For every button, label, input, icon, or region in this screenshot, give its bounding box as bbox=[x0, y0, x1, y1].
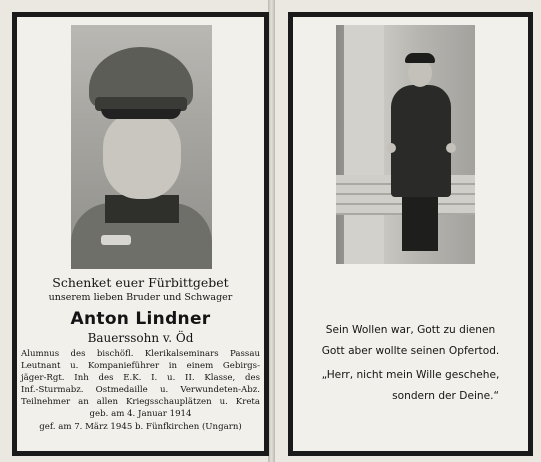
biography-line: Alumnus des bischöfl. Klerikalseminars Passau bbox=[21, 349, 260, 359]
death-date-line: gef. am 7. März 1945 b. Fünfkirchen (Ungarn) bbox=[39, 421, 242, 432]
deceased-origin: Bauerssohn v. Öd bbox=[87, 331, 194, 345]
soldier-portrait-photo bbox=[71, 25, 212, 269]
memorial-card-left bbox=[12, 12, 269, 456]
biography-line: Teilnehmer an allen Kriegsschauplätzen u. Kreta bbox=[21, 397, 260, 408]
biography-line: Leutnant u. Kompanieführer in einem Gebirgs- bbox=[21, 361, 260, 372]
book-spine bbox=[268, 0, 275, 462]
biography-line: Inf.-Sturmabz. Ostmedaille u. Verwundeten-Abz. bbox=[21, 385, 260, 396]
biography-line: jäger-Rgt. Inh des E.K. I. u. II. Klasse, des bbox=[21, 373, 260, 384]
standing-figure-photo bbox=[336, 25, 475, 264]
figure-head bbox=[408, 59, 432, 87]
quote-line: Gott aber wollte seinen Opfertod. bbox=[321, 345, 500, 357]
figure-legs bbox=[402, 195, 438, 251]
figure-left-hand bbox=[386, 143, 396, 153]
figure-right-hand bbox=[446, 143, 456, 153]
portrait-collar bbox=[105, 195, 179, 223]
figure-cap bbox=[405, 53, 435, 63]
deceased-name: Anton Lindner bbox=[70, 309, 211, 329]
prayer-request-heading: Schenket euer Fürbittgebet bbox=[52, 275, 229, 290]
birth-date-line: geb. am 4. Januar 1914 bbox=[89, 409, 192, 420]
figure-long-coat bbox=[391, 85, 451, 197]
portrait-face bbox=[103, 113, 181, 199]
quote-line: „Herr, nicht mein Wille geschehe, bbox=[321, 369, 500, 381]
photo-column bbox=[344, 25, 384, 264]
portrait-eagle-insignia bbox=[101, 235, 131, 245]
biography-text bbox=[21, 348, 260, 433]
quote-line: Sein Wollen war, Gott zu dienen bbox=[325, 324, 496, 336]
quote-line: sondern der Deine.“ bbox=[392, 390, 499, 402]
memorial-card-right bbox=[288, 12, 533, 456]
relation-subheading: unserem lieben Bruder und Schwager bbox=[48, 292, 233, 303]
portrait-cap-visor bbox=[101, 109, 181, 119]
